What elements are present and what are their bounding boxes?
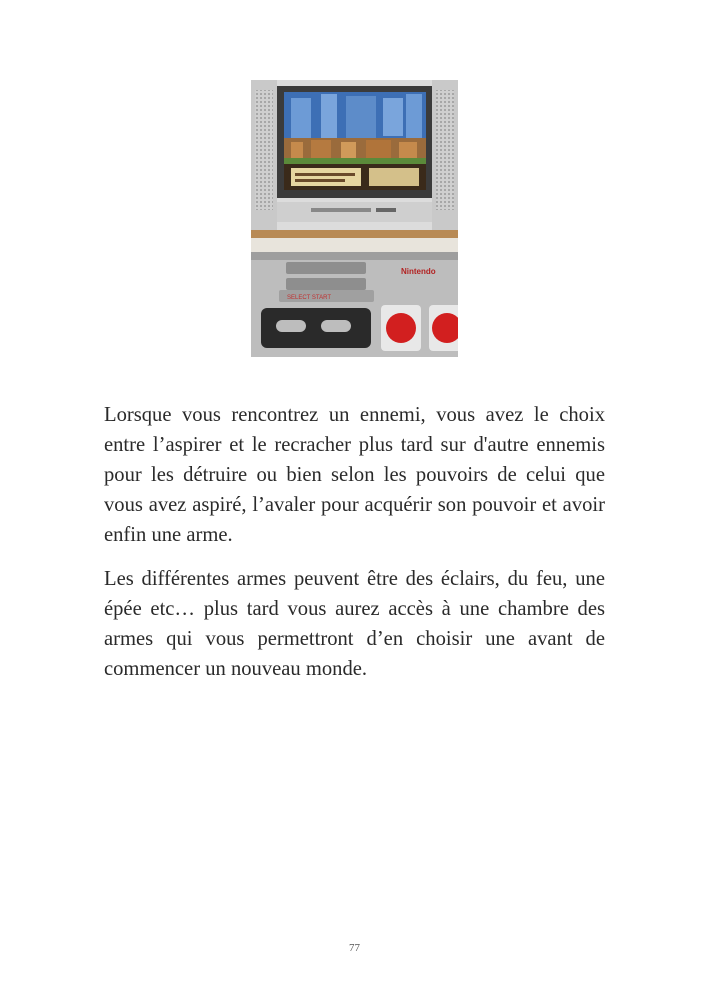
- svg-text:SELECT START: SELECT START: [287, 295, 332, 301]
- game-photo: [251, 80, 458, 357]
- paragraph-1: Lorsque vous rencontrez un ennemi, vous avez le choix entre l’aspirer et le recracher plus tard sur d'autre ennemis pour les détruire ou bien selon les pouvoirs de celui que vous avez aspiré, l’avaler pour acquérir son pouvoir et avoir enfin une arme.: [104, 404, 605, 546]
- tv-and-controller-image: [251, 80, 458, 357]
- page-number: 77: [349, 942, 360, 954]
- paragraph-2: Les différentes armes peuvent être des éclairs, du feu, une épée etc… plus tard vous aurez accès à une chambre des armes qui vous permettront d’en choisir une avant de commencer un nouveau monde.: [104, 568, 605, 680]
- nintendo-logo-text: Nintendo: [401, 267, 436, 276]
- body-text: [104, 400, 605, 698]
